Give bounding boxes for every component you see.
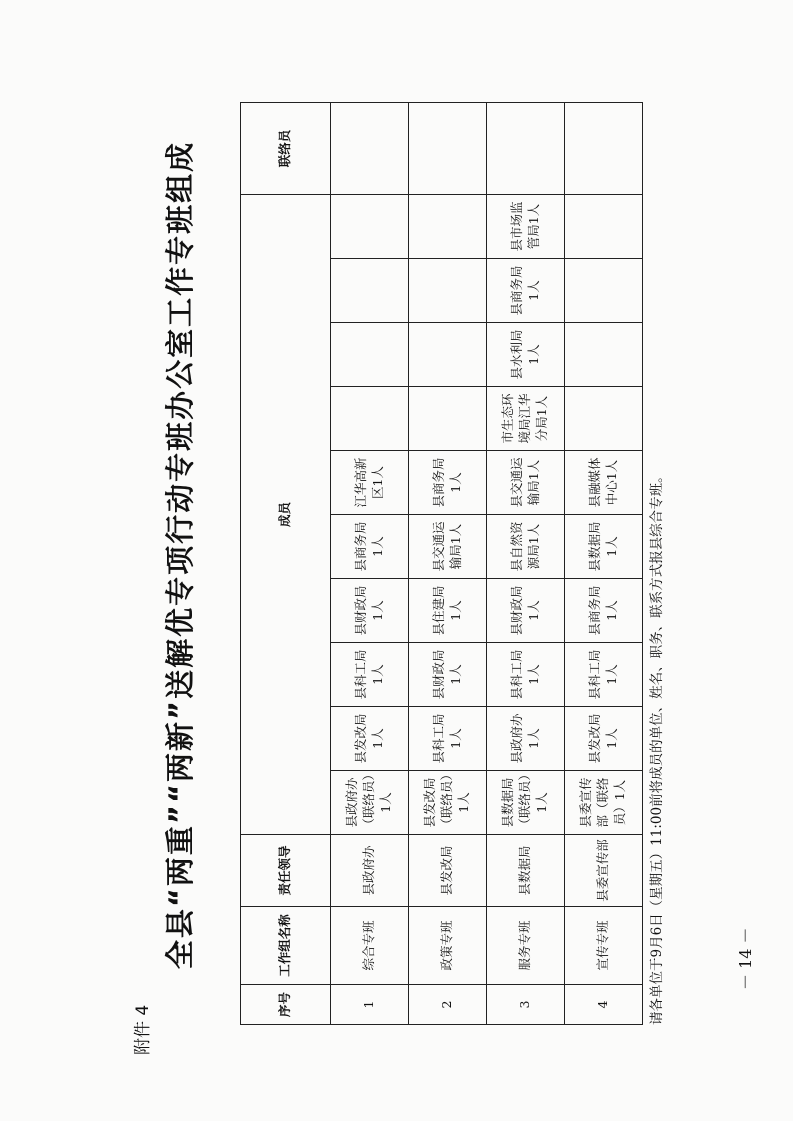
cell-leader: 县政府办 — [331, 835, 409, 907]
cell-member: 县发改局1人 — [331, 707, 409, 771]
cell-member: 县科工局1人 — [409, 707, 487, 771]
header-members: 成员 — [241, 195, 331, 835]
cell-liaison — [331, 103, 409, 195]
cell-member: 县市场监管局1人 — [487, 195, 565, 259]
header-group-name: 工作组名称 — [241, 907, 331, 985]
rotated-sheet — [120, 35, 680, 1075]
cell-member: 县自然资源局1人 — [487, 515, 565, 579]
cell-seq: 4 — [565, 985, 643, 1025]
cell-leader: 县数据局 — [487, 835, 565, 907]
cell-leader: 县委宣传部 — [565, 835, 643, 907]
table-row — [487, 103, 565, 1025]
cell-member — [409, 259, 487, 323]
cell-member: 县政府办（联络员）1人 — [331, 771, 409, 835]
cell-group-name: 服务专班 — [487, 907, 565, 985]
page-number: － 14 － — [736, 927, 755, 990]
cell-member: 县发改局（联络员）1人 — [409, 771, 487, 835]
attachment-label: 附件 4 — [133, 1004, 153, 1055]
cell-member — [565, 195, 643, 259]
table-row — [409, 103, 487, 1025]
cell-member — [331, 323, 409, 387]
cell-member: 县水利局1人 — [487, 323, 565, 387]
cell-member — [409, 323, 487, 387]
cell-member: 县财政局1人 — [487, 579, 565, 643]
cell-member: 县融媒体中心1人 — [565, 451, 643, 515]
table-row — [331, 103, 409, 1025]
cell-member — [331, 195, 409, 259]
cell-member — [565, 387, 643, 451]
cell-group-name: 综合专班 — [331, 907, 409, 985]
cell-member: 江华高新区1人 — [331, 451, 409, 515]
cell-member: 县科工局1人 — [565, 643, 643, 707]
cell-member: 县数据局（联络员）1人 — [487, 771, 565, 835]
cell-member: 县交通运输局1人 — [409, 515, 487, 579]
cell-member: 县财政局1人 — [409, 643, 487, 707]
cell-seq: 1 — [331, 985, 409, 1025]
cell-member — [565, 259, 643, 323]
composition-table — [240, 102, 643, 1025]
cell-member: 县交通运输局1人 — [487, 451, 565, 515]
cell-seq: 3 — [487, 985, 565, 1025]
header-seq: 序号 — [241, 985, 331, 1025]
cell-group-name: 政策专班 — [409, 907, 487, 985]
cell-member: 县科工局1人 — [487, 643, 565, 707]
cell-member — [565, 323, 643, 387]
cell-member: 县商务局1人 — [331, 515, 409, 579]
document-title: 全县“两重”“两新”送解优专项行动专班办公室工作专班组成 — [163, 140, 197, 970]
cell-liaison — [487, 103, 565, 195]
cell-leader: 县发改局 — [409, 835, 487, 907]
cell-seq: 2 — [409, 985, 487, 1025]
cell-member: 县政府办1人 — [487, 707, 565, 771]
cell-group-name: 宣传专班 — [565, 907, 643, 985]
cell-member — [409, 195, 487, 259]
cell-liaison — [409, 103, 487, 195]
cell-liaison — [565, 103, 643, 195]
table-header-row — [241, 103, 331, 1025]
cell-member: 县商务局1人 — [565, 579, 643, 643]
cell-member: 市生态环境局江华分局1人 — [487, 387, 565, 451]
cell-member: 县数据局1人 — [565, 515, 643, 579]
header-liaison: 联络员 — [241, 103, 331, 195]
cell-member — [409, 387, 487, 451]
cell-member: 县委宣传部（联络员）1人 — [565, 771, 643, 835]
table-row — [565, 103, 643, 1025]
cell-member: 县科工局1人 — [331, 643, 409, 707]
cell-member: 县发改局1人 — [565, 707, 643, 771]
cell-member: 县商务局1人 — [409, 451, 487, 515]
cell-member — [331, 259, 409, 323]
cell-member — [331, 387, 409, 451]
cell-member: 县财政局1人 — [331, 579, 409, 643]
cell-member: 县住建局1人 — [409, 579, 487, 643]
header-leader: 责任领导 — [241, 835, 331, 907]
cell-member: 县商务局1人 — [487, 259, 565, 323]
footnote: 请各单位于9月6日（星期五）11:00前将成员的单位、姓名、职务、联系方式报县综合专班。 — [649, 469, 665, 1025]
